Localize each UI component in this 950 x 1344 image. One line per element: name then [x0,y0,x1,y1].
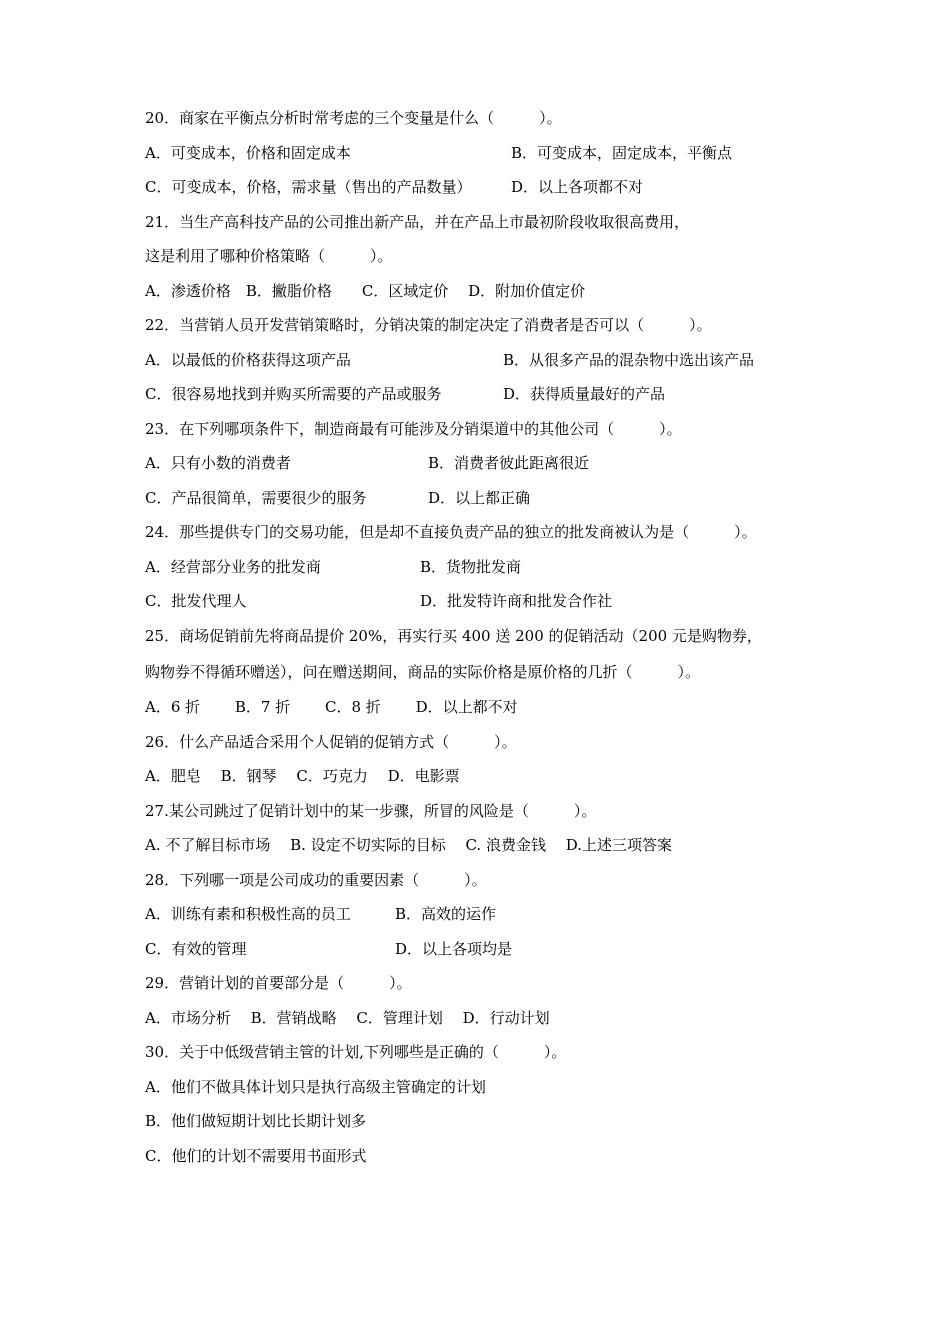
option-d: D．批发特许商和批发合作社 [420,592,613,610]
question-22-stem: 22．当营销人员开发营销策略时，分销决策的制定决定了消费者是否可以（ ）。 [145,316,712,334]
question-26-stem: 26．什么产品适合采用个人促销的促销方式（ ）。 [145,733,517,751]
question-20-options-row-2 [145,177,910,197]
question-23-options-row-2 [145,488,910,508]
option-c: C．产品很简单，需要很少的服务 [145,489,367,507]
option-b: B．高效的运作 [395,905,497,923]
option-c: C．可变成本，价格，需求量（售出的产品数量） [145,178,472,196]
option-a: A．训练有素和积极性高的员工 [145,905,351,923]
option-a: A．可变成本，价格和固定成本 [145,144,351,162]
option-c: C．批发代理人 [145,592,247,610]
option-a: A．经营部分业务的批发商 [145,558,321,576]
question-27-options: A. 不了解目标市场 B. 设定不切实际的目标 C. 浪费金钱 D.上述三项答案 [145,836,672,854]
question-29-options: A．市场分析 B．营销战略 C．管理计划 D．行动计划 [145,1009,550,1027]
question-28-stem: 28．下列哪一项是公司成功的重要因素（ ）。 [145,871,487,889]
question-24-options-row-1 [145,557,910,577]
question-28-options-row-2 [145,939,910,959]
question-28-options-row-1 [145,904,910,924]
question-22-options-row-2 [145,384,910,404]
question-21-options: A．渗透价格 B．撇脂价格 C．区域定价 D．附加价值定价 [145,282,586,300]
question-21-stem-continued: 这是利用了哪种价格策略（ ）。 [145,247,393,265]
question-24-options-row-2 [145,591,910,611]
question-23-options-row-1 [145,453,910,473]
question-21-stem: 21．当生产高科技产品的公司推出新产品，并在产品上市最初阶段收取很高费用， [145,213,690,231]
option-b: B．消费者彼此距离很近 [428,454,590,472]
question-30-option-b: B．他们做短期计划比长期计划多 [145,1112,367,1130]
option-b: B．货物批发商 [420,558,522,576]
option-a: A．只有小数的消费者 [145,454,291,472]
question-30-option-a: A．他们不做具体计划只是执行高级主管确定的计划 [145,1078,486,1096]
question-20-stem: 20．商家在平衡点分析时常考虑的三个变量是什么（ ）。 [145,109,562,127]
question-23-stem: 23．在下列哪项条件下，制造商最有可能涉及分销渠道中的其他公司（ ）。 [145,420,682,438]
option-d: D．以上各项均是 [395,940,513,958]
question-22-options-row-1 [145,350,910,370]
question-26-options: A．肥皂 B．钢琴 C．巧克力 D．电影票 [145,767,460,785]
option-c: C．很容易地找到并购买所需要的产品或服务 [145,385,442,403]
option-c: C．有效的管理 [145,940,247,958]
option-d: D．以上各项都不对 [511,178,644,196]
option-d: D．以上都正确 [428,489,531,507]
option-a: A．以最低的价格获得这项产品 [145,351,351,369]
question-29-stem: 29．营销计划的首要部分是（ ）。 [145,974,412,992]
question-25-stem: 25．商场促销前先将商品提价 20%，再实行买 400 送 200 的促销活动（200 元是购物券， [145,627,762,645]
question-30-option-c: C．他们的计划不需要用书面形式 [145,1147,367,1165]
option-b: B．可变成本，固定成本，平衡点 [511,144,733,162]
question-25-options: A．6 折 B．7 折 C．8 折 D．以上都不对 [145,698,518,716]
question-24-stem: 24．那些提供专门的交易功能，但是却不直接负责产品的独立的批发商被认为是（ ）。 [145,523,757,541]
question-20-options-row-1 [145,143,910,163]
question-27-stem: 27.某公司跳过了促销计划中的某一步骤，所冒的风险是（ ）。 [145,802,597,820]
question-25-stem-continued: 购物券不得循环赠送），问在赠送期间，商品的实际价格是原价格的几折（ ）。 [145,663,701,681]
option-b: B．从很多产品的混杂物中选出该产品 [503,351,755,369]
option-d: D．获得质量最好的产品 [503,385,666,403]
question-30-stem: 30．关于中低级营销主管的计划,下列哪些是正确的（ ）。 [145,1043,567,1061]
